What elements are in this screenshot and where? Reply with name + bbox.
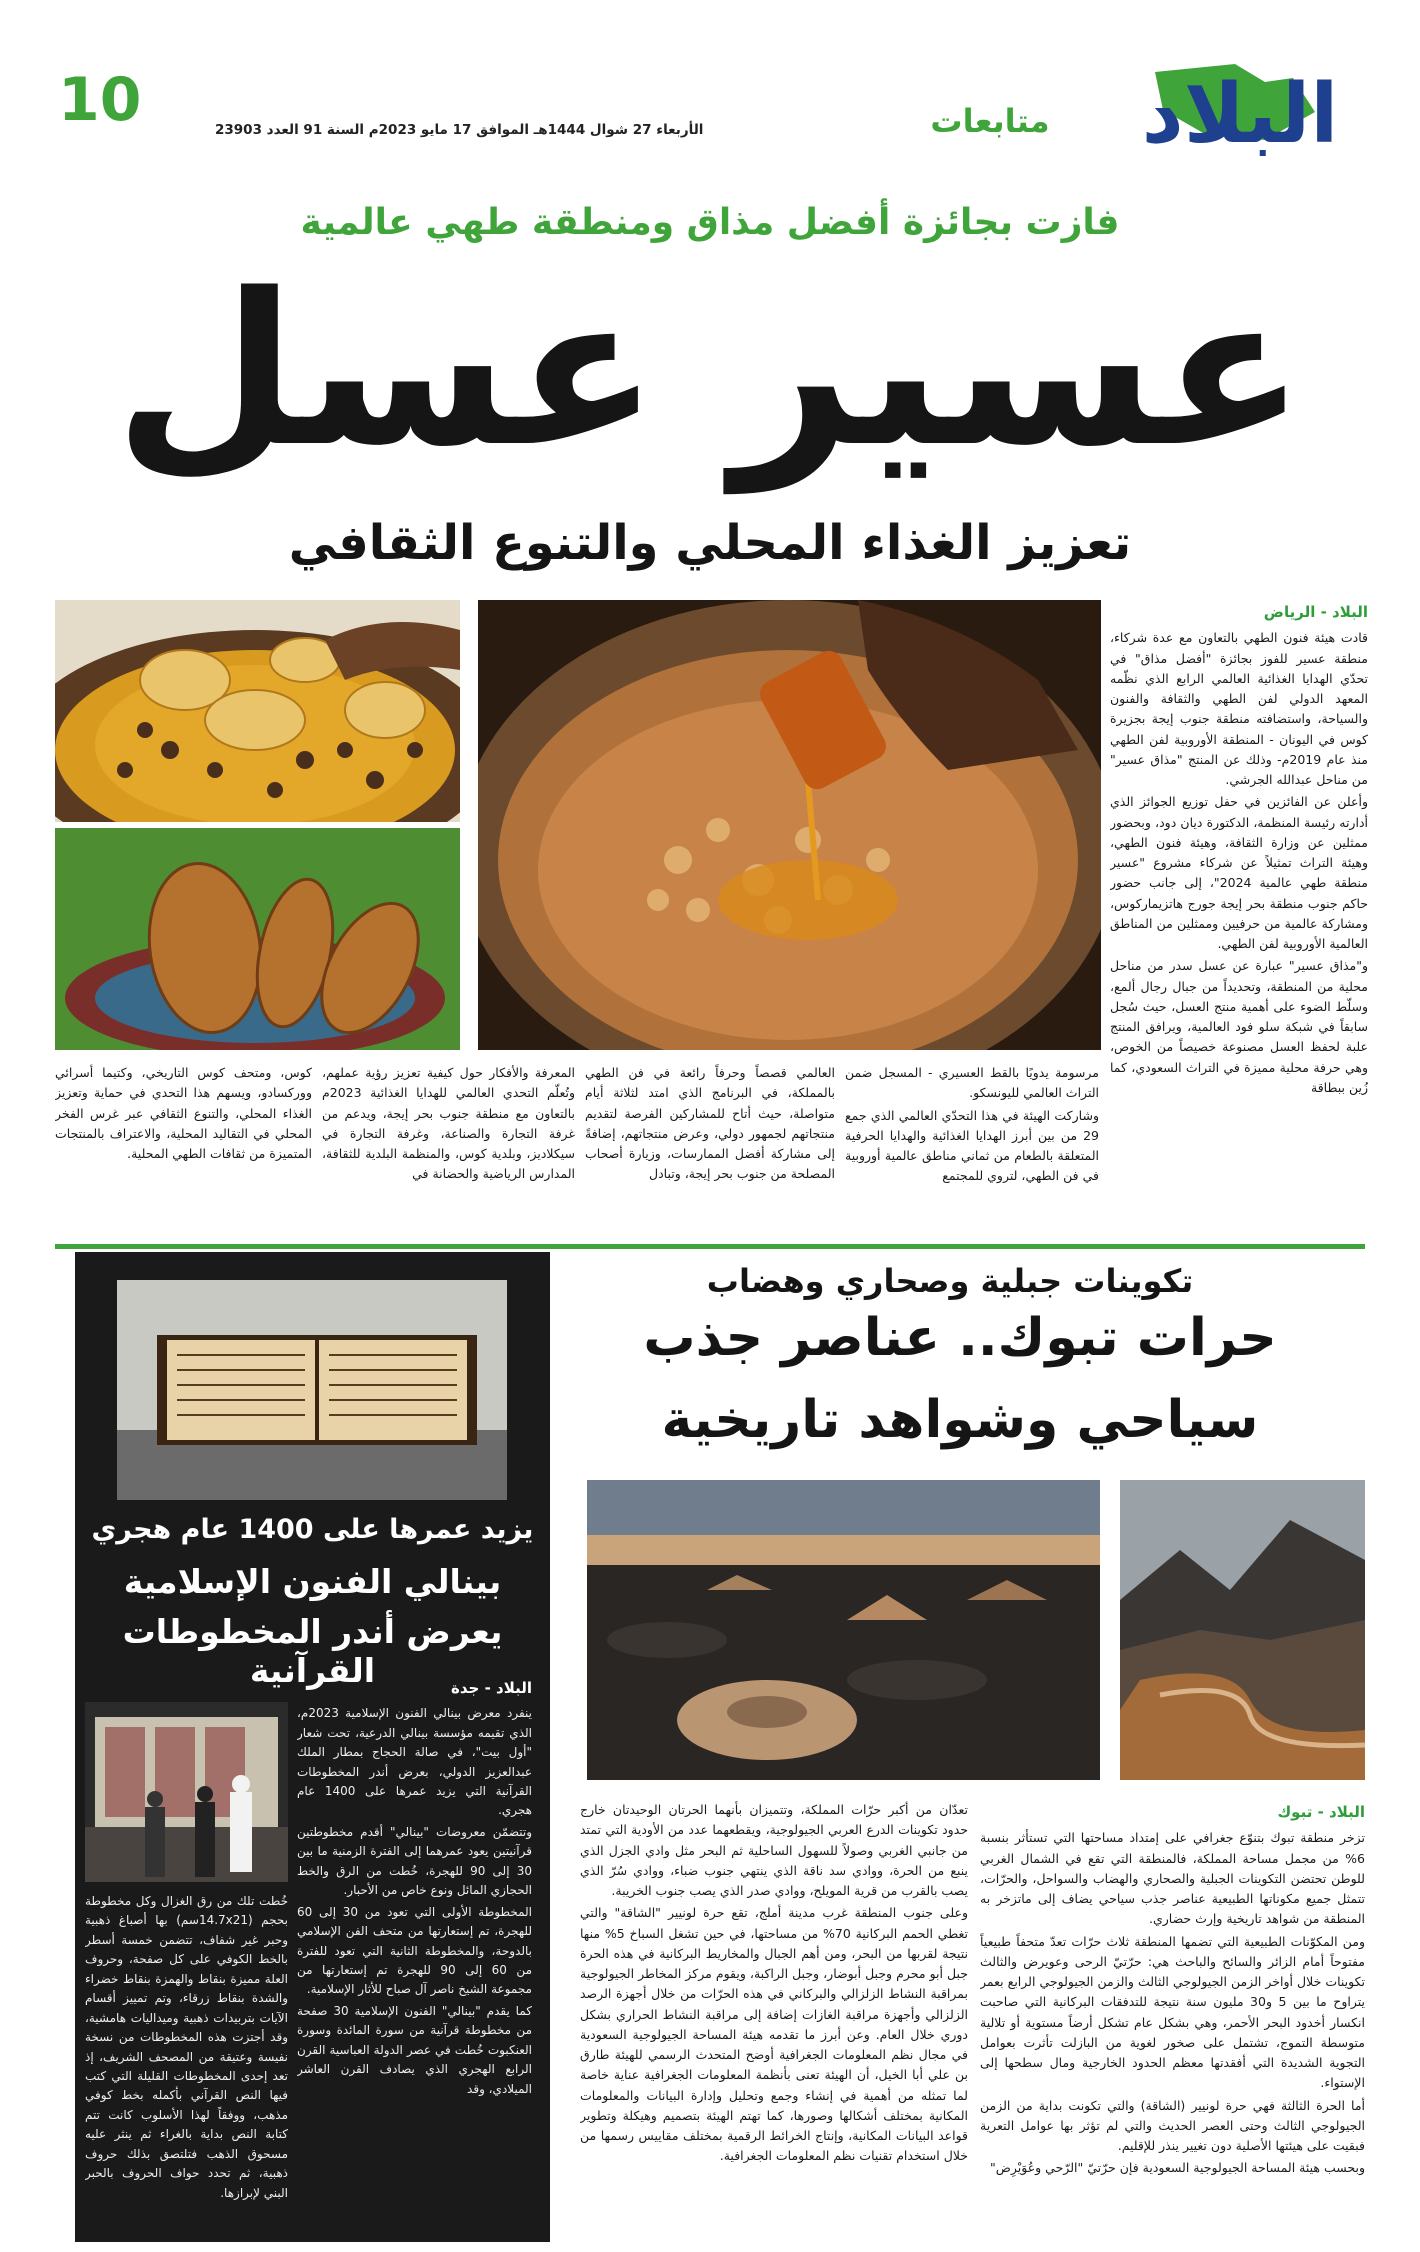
story2-column-1 — [980, 1800, 1365, 2240]
dateline: الأربعاء 27 شوال 1444هـ الموافق 17 مايو 2023م السنة 91 العدد 23903 — [215, 122, 704, 138]
bread-basket-photo — [55, 828, 460, 1050]
honey-pour-photo — [478, 600, 1101, 1050]
story2-kicker: تكوينات جبلية وصحاري وهضاب — [706, 1262, 1194, 1300]
valley-flood-photo — [1120, 1480, 1365, 1780]
story1-headline: عسير عسل — [114, 248, 1306, 493]
story1-column-2 — [845, 1063, 1099, 1243]
story3-para: ينفرد معرض بينالي الفنون الإسلامية 2023م، الذي تقيمه مؤسسة بينالي الدرعية، تحت شعار "أول بيت"، في صالة الحجاج بمطار الملك عبدالعزيز الدولي، بعرض أندر المخطوطات القرآنية التي يزيد عمرها على 1400 عام هجري. — [297, 1706, 532, 1818]
exhibition-visitors-photo — [85, 1702, 288, 1882]
story2-col2-para: تعدّان من أكبر حرّات المملكة، وتتميزان بأنهما الحرتان الوحيدتان خارج حدود تكوينات الدرع العربي الجيولوجية، ويقطعهما عدد من الأودية التي تمتد من جانبي الغربي وصولاً للسهول الساحلية ثم البحر مثل وادي الجزل الذي ينبع من الحرة، ووادي سد ناقة الذي ينتهي جنوب ضباء، ووادي سُرّ الذي يصب بالقرب من قرية المويلح، ووادي صدر الذي يصب جنوب الخريبة. — [580, 1802, 968, 1898]
story2-headline-line1: حرات تبوك.. عناصر جذب — [643, 1308, 1277, 1368]
story1-col4-para: المعرفة والأفكار حول كيفية تعزيز رؤية عملهم، وتُعلّم التحدي العالمي للهدايا الغذائية 2023م بالتعاون مع منطقة جنوب بحر إيجة، ويدعم من غرفة التجارة والصناعة، وغرفة التجارة في سيكلاديز، وبلدية كوس، والمنظمة البلدية للثقافة، المدارس الرياضية والحضانة في — [322, 1065, 575, 1182]
story3-para: خُطت تلك من رق الغزال وكل مخطوطة بحجم (14.7x21سم) بها أصباغ ذهبية وحبر غير شفاف، تتضمن خمسة أسطر بالخط الكوفي على كل صفحة، وحروف العلة مميزة بنقاط والهمزة بنقاط خضراء والشدة بنقاط زرقاء، وتم تمييز أقسام الآيات بتربيدات ذهبية وميداليات هامشية، وقد أجتزت هذه المخطوطات من نسخة نفيسة وعتيقة من المصحف الشريف، إذ تعد إحدى المخطوطات القليلة التي كتب فيها النص القرآني بأكمله بخط كوفي مذهب، ووفقاً لهذا الأسلوب كانت تتم كتابة النص بداية بالغراء ثم ينثر عليه مسحوق الذهب فتلتصق بذلك حروف ذهبية، ثم تحدد حواف الحروف بالحبر البني لإبرازها. — [85, 1894, 288, 2200]
section-divider — [55, 1244, 1365, 1249]
story1-subhead: تعزيز الغذاء المحلي والتنوع الثقافي — [288, 515, 1132, 571]
story3-byline: البلاد - جدة — [451, 1679, 532, 1697]
story1-column-1 — [1110, 600, 1368, 1240]
logo-text: البلاد — [1141, 67, 1339, 162]
story3-kicker: يزيد عمرها على 1400 عام هجري — [91, 1514, 534, 1545]
story2-col1-para: وبحسب هيئة المساحة الجيولوجية السعودية فإن حرّتيّ "الرّحي وعُوَيْرِض" — [990, 2160, 1365, 2176]
manuscript-photo — [117, 1280, 507, 1500]
story2-column-2 — [580, 1800, 968, 2240]
story1-column-3 — [585, 1063, 835, 1243]
harrat-aerial-photo — [587, 1480, 1100, 1780]
story3-headline-line2: يعرض أندر المخطوطات القرآنية — [122, 1612, 503, 1690]
biennale-sidebar — [75, 1252, 550, 2242]
story2-headline-line2: سياحي وشواهد تاريخية — [661, 1390, 1259, 1450]
story1-col5-para: كوس، ومتحف كوس التاريخي، وكتيما أسرائي ووركسادو، ويسهم هذا التحدي في حماية وتعزيز الغذاء المحلي، والتنوع الثقافي عبر غرس الفخر المحلي في التقاليد المحلية، والاعتراف بالمنتجات المتميزة من ثقافات الطهي المحلية. — [55, 1065, 312, 1161]
story1-col2-para: وشاركت الهيئة في هذا التحدّي العالمي الذي جمع 29 من بين أبرز الهدايا الغذائية والهدايا الحرفية المتعلقة بالطعام من ثماني مناطق عالمية أوروبية في فن الطهي، لتروي للمجتمع — [845, 1107, 1099, 1184]
story3-column-bottom — [85, 1892, 288, 2232]
story3-para: وتتضمّن معروضات "بينالي" أقدم مخطوطتين قرآنيتين يعود عمرهما إلى الفترة الزمنية ما بين 30 إلى 90 للهجرة، خُطت من الرق والخط الحجازي المائل ونوع خاص من الأحبار. — [297, 1824, 532, 1898]
story2-col2-para: وعلى جنوب المنطقة غرب مدينة أملج، تقع حرة لونيير "الشاقة" والتي تغطي الحمم البركانية 70% من مساحتها، في حين تشغل السباخ 5% منها نتيجة لقربها من البحر، ومن أهم الجبال والمخاريط البركانية في هذه الحرة جبل أبو محرم وجبل أبوضار، وجبل الراكبة، ويقوم مركز المخاطر الجيولوجية بمراقبة النشاط الزلزالي والبركاني في هذه الحرّات من خلال أجهزة الرصد الزلزالي وأجهزة مراقبة الغازات إضافة إلى مراقبة النشاط الحراري بشكل دوري خلال العام. وعن أبرز ما تقدمه هيئة المساحة الجيولوجية السعودية في مجال نظم المعلومات الجغرافية أوضح المتحدث الرسمي للهيئة طارق بن علي أبا الخيل، أن الهيئة تعنى بأنظمة المعلومات الجغرافية عناية خاصة لما تمثله من أهمية في إنشاء وجمع وتحليل وإدارة البيانات والمعلومات المكانية بمختلف أشكالها وصورها، كما تهتم الهيئة بتصميم وهيكلة وتطوير قواعد البيانات المكانية، وإنتاج الخرائط الرقمية بمختلف مقاييس رسمها من خلال استخدام تقنيات نظم المعلومات الجغرافية. — [580, 1905, 968, 2164]
section-label: متابعات — [930, 102, 1050, 140]
honeycomb-platter-photo — [55, 600, 460, 822]
story3-para: كما يقدم "بينالي" الفنون الإسلامية 30 صفحة من مخطوطة قرآنية من سورة المائدة وسورة العنكبوت خُطت في عصر الدولة العباسية القرن الرابع الهجري الذي يصادف القرن العاشر الميلادي، وقد — [297, 2003, 532, 2096]
story1-column-4 — [322, 1063, 575, 1243]
story2-col1-para: تزخر منطقة تبوك بتنوّع جغرافي على إمتداد مساحتها التي تستأثر بنسبة 6% من مجمل مساحة المملكة، فالمنطقة التي تقع في الشمال الغربي للوطن تحتضن التكوينات الجبلية والصحاري والهضاب والسواحل، والحرّات، تتمثل جميع مكوناتها الطبيعية عناصر جذب سياحي يضاف إلى ماتزخر به المنطقة من شواهد تاريخية وإرث حضاري. — [980, 1830, 1365, 1927]
story3-headline-line1: بينالي الفنون الإسلامية — [123, 1562, 502, 1601]
story1-col3-para: العالمي قصصاً وحرفاً رائعة في فن الطهي بالمملكة، في البرنامج الذي امتد لثلاثة أيام متواصلة، حيث أتاح للمشاركين الفرصة لتقديم منتجاتهم لجمهور دولي، وعرض منتجاتهم، إضافةً إلى مشاركة أفضل الممارسات، وزيارة أصحاب المصلحة من جنوب بحر إيجة، وتبادل — [585, 1065, 835, 1182]
masthead-logo[interactable] — [1115, 52, 1365, 192]
page-number: 10 — [58, 65, 142, 135]
story1-col1-para: وأعلن عن الفائزين في حفل توزيع الجوائز الذي أدارته رئيسة المنظمة، الدكتورة ديان دود، وبحضور ممثلين عن وزارة الثقافة، وهيئة فنون الطهي، وهيئة التراث تمثيلاً عن شركاء مشروع "عسير منطقة طهي عالمية 2024"، إلى جانب حضور حاكم جنوب منطقة بحر إيجة جورج هاتزيماركوس، ومشاركة عالمية من حرفيين وممثلين من المناطق العالمية الأوروبية لفن الطهي. — [1110, 794, 1368, 952]
story2-col1-para: ومن المكوّنات الطبيعية التي تضمها المنطقة ثلاث حرّات تعدّ متحفاً طبيعياً مفتوحاً أمام الزائر والسائح والباحث هي: حرّتيّ الرحى وعويرض والثالث تكوينات خلال أواخر الزمن الجيولوجي الثالث والزمن الجيولوجي الرابع بعمر يتراوح ما بين 5 و30 مليون سنة نتيجة للتدفقات البركانية التي صاحبت انكسار أخدود البحر الأحمر، وهي بشكل عام تشكل أرضاً مستوية أو تلالية متوسطة التموج، تشتمل على صخور لغوية من البازلت تأثرت بعوامل التجوية الشديدة التي أفقدتها معظم الحدود الخارجية ومال سطحها إلى الإستواء. — [980, 1933, 1365, 2091]
story3-para: المخطوطة الأولى التي تعود من 30 إلى 60 للهجرة، تم إستعارتها من متحف الفن الإسلامي بالدوحة، والمخطوطة الثانية التي تعود للفترة من 60 إلى 90 للهجرة تم إستعارتها من مجموعة الشيخ ناصر آل صباح للأثار الإسلامية. — [297, 1904, 532, 1997]
story2-byline: البلاد - تبوك — [1277, 1803, 1365, 1821]
story1-kicker: فازت بجائزة أفضل مذاق ومنطقة طهي عالمية — [300, 202, 1120, 243]
story2-col1-para: أما الحرة الثالثة فهي حرة لونيير (الشاقة) والتي تكونت بداية من الزمن الجيولوجي الثالث وحتى العصر الحديث والتي لم تؤثر بها عوامل التعرية فبقيت على هيئتها الأصلية دون تغيير ينذر للإقليم. — [980, 2097, 1365, 2154]
story1-col2-para: مرسومة يدويًا بالقط العسيري - المسجل ضمن التراث العالمي لليونسكو. — [845, 1065, 1099, 1101]
story3-column-top — [297, 1676, 532, 2231]
story1-col1-para: و"مذاق عسير" عبارة عن عسل سدر من مناحل محلية من المنطقة، وتحديداً من جبال رجال ألمع، وسلّط الضوء على أهمية منتج العسل، حيث سُجل سابقاً في شبكة سلو فود العالمية، ويرافق المنتج علبة لحفظ العسل مصنوعة خصيصاً من الخوص، وهي حرفة محلية مميزة في التراث السعودي، كما زُين ببطاقة — [1110, 958, 1368, 1095]
story1-col1-para: قادت هيئة فنون الطهي بالتعاون مع عدة شركاء، منطقة عسير للفوز بجائزة "أفضل مذاق" في تحدّي الهدايا الغذائية العالمي الرابع الذي نظّمه المعهد الدولي لفن الطهي والثقافة والفنون والسياحة، واستضافته منطقة جنوب إيجة بجزيرة كوس في اليونان - المنطقة الأوروبية لفن الطهي منذ عام 2019م- وذلك عن المنتج "مذاق عسير" من مناحل عبدالله الجرشي. — [1110, 630, 1368, 788]
story1-byline: البلاد - الرياض — [1263, 603, 1368, 621]
story1-column-5 — [55, 1063, 312, 1243]
